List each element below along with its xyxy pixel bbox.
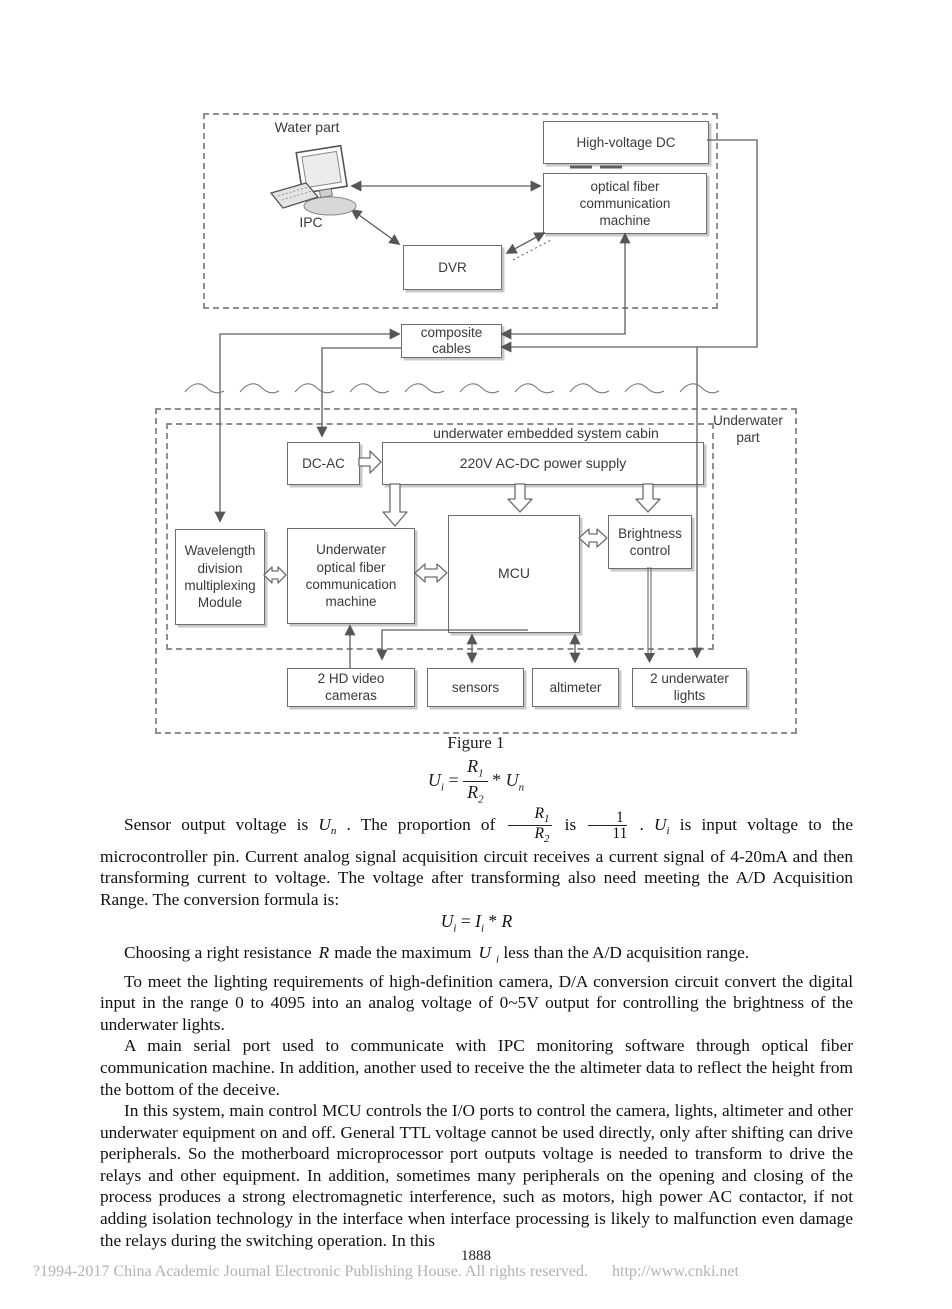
p1-ui-sub: i [666, 825, 670, 838]
p1-f2-num: 1 [588, 810, 627, 827]
formula-conversion [100, 910, 853, 941]
dvr-label: DVR [438, 259, 467, 275]
underwater-part-label-line: Underwater [713, 413, 783, 428]
p1-f2-den: 11 [612, 825, 628, 843]
p1-f1-num-sub: 1 [543, 813, 550, 826]
underwater-fiber-label-line: optical fiber [316, 559, 386, 575]
brightness-label-line: control [629, 543, 671, 558]
p2-ui-sub: i [495, 952, 500, 965]
formula-rhs-sub: n [518, 781, 525, 794]
inline-fraction-1-11 [588, 810, 627, 843]
p1-text: is [554, 814, 587, 834]
wavelength-label-line: Wavelength [184, 543, 256, 559]
p1-text: . [629, 814, 655, 834]
p2-text: Choosing a right resistance [124, 942, 312, 962]
body-text [100, 806, 853, 1251]
formula-voltage-divider [0, 757, 952, 806]
cnki-url: http://www.cnki.net [612, 1263, 739, 1280]
brightness-label-line: Brightness [618, 525, 682, 541]
fconv-eq: = [456, 911, 476, 932]
page-number: 1888 [461, 1248, 491, 1264]
formula-lhs: U [427, 769, 441, 790]
fiber-machine-label-line: machine [599, 213, 651, 229]
fconv-rhs1-sub: i [480, 922, 484, 935]
high-voltage-dc-label: High-voltage DC [576, 134, 676, 150]
p1-text: . The proportion of [336, 814, 506, 834]
p2-r: R [318, 942, 330, 962]
power-supply-label: 220V AC-DC power supply [459, 454, 627, 471]
underwater-fiber-label-line: machine [325, 594, 377, 610]
frac-den-sub: 2 [478, 793, 484, 806]
wavelength-label-line: Module [197, 595, 243, 611]
fiber-machine-label-line: communication [579, 195, 671, 211]
composite-cables-label-line: cables [431, 341, 472, 356]
frac-num-sub: 1 [478, 767, 484, 780]
lights-label-line: 2 underwater [650, 670, 729, 686]
p1-f1-num: R [534, 805, 544, 822]
figure-caption: Figure 1 [447, 733, 505, 752]
ipc-computer-icon [271, 146, 356, 215]
sensors-label: sensors [451, 679, 500, 695]
p1-text: Sensor output voltage is [124, 814, 319, 834]
dc-ac-label: DC-AC [302, 455, 345, 471]
copyright-line [33, 1263, 933, 1281]
p2-text: less than the A/D acquisition range. [499, 942, 750, 962]
wavelength-label-line: division [197, 560, 243, 576]
inline-fraction-r1r2 [508, 806, 553, 846]
cameras-label-line: cameras [325, 687, 377, 703]
ipc-label: IPC [299, 214, 323, 230]
p1-ui: U [654, 814, 667, 834]
p1-un-sub: n [330, 825, 337, 838]
p1-un: U [318, 814, 331, 834]
paragraph-lighting: To meet the lighting requirements of high-definition camera, D/A conversion circuit convert the digital input in the range 0 to 4095 into an analog voltage of 0~5V output for controlling the brightness of the underwater lights. [100, 971, 853, 1034]
formula-fraction [463, 757, 488, 806]
fconv-lhs-sub: i [453, 922, 457, 935]
fconv-lhs: U [440, 911, 454, 932]
paragraph-serial-port: A main serial port used to communicate with IPC monitoring software through optical fiber communication machine. In addition, another used to receive the the altimeter data to reflect the height from the bottom of the deceive. [100, 1036, 853, 1099]
altimeter-label: altimeter [549, 679, 602, 695]
water-part-label: Water part [274, 119, 340, 135]
underwater-fiber-label-line: communication [305, 577, 397, 592]
paragraph-sensor-voltage [100, 806, 853, 910]
underwater-part-label-line: part [736, 429, 760, 445]
fconv-op: * [484, 911, 502, 932]
lights-label-line: lights [673, 687, 706, 703]
wavelength-label-line: multiplexing [184, 578, 256, 593]
mcu-label: MCU [498, 565, 530, 582]
cabin-label: underwater embedded system cabin [433, 425, 659, 441]
fiber-machine-label-line: optical fiber [590, 178, 660, 194]
formula-equals: = [443, 769, 464, 790]
p1-text: is input voltage to the microcontroller pin. Current analog signal acquisition circuit receives a current signal of 4-20mA and then transforming current to voltage. The voltage after transforming also need meeting the A/D Acquisition Range. The conversion formula is: [100, 814, 853, 909]
formula-lhs-sub: i [440, 781, 444, 794]
fconv-rhs1: I [475, 911, 481, 932]
frac-num: R [467, 756, 479, 776]
underwater-fiber-label-line: Underwater [316, 542, 386, 558]
formula-rhs: U [505, 769, 519, 790]
formula-operator: * [487, 769, 506, 790]
paragraph-resistance [100, 942, 853, 971]
fconv-rhs2: R [501, 911, 513, 932]
p2-ui: U [478, 942, 491, 962]
p1-f1-den: R [534, 825, 544, 843]
copyright-text: ?1994-2017 China Academic Journal Electronic Publishing House. All rights reserved. [33, 1263, 588, 1280]
composite-cables-label-line: composite [420, 325, 483, 341]
paragraph-mcu-control: In this system, main control MCU controls the I/O ports to control the camera, lights, altimeter and other underwater equipment on and off. General TTL voltage cannot be used directly, only after shifting can drive peripherals. So the motherboard microprocessor port outputs voltage is needed to transform to drive the relays and other equipment. In addition, sometimes many peripherals on the opening and closing of the process produces a strong electromagnetic interference, such as motors, high power AC contactor, if not adding isolation technology in the interface when interface processing is likely to malfunction even damage the relays during the switching operation. In this [100, 1101, 853, 1250]
cameras-label-line: 2 HD video [317, 670, 385, 686]
p2-text: made the maximum [334, 942, 472, 962]
p1-f1-den-sub: 2 [543, 833, 550, 846]
frac-den: R [467, 782, 479, 803]
